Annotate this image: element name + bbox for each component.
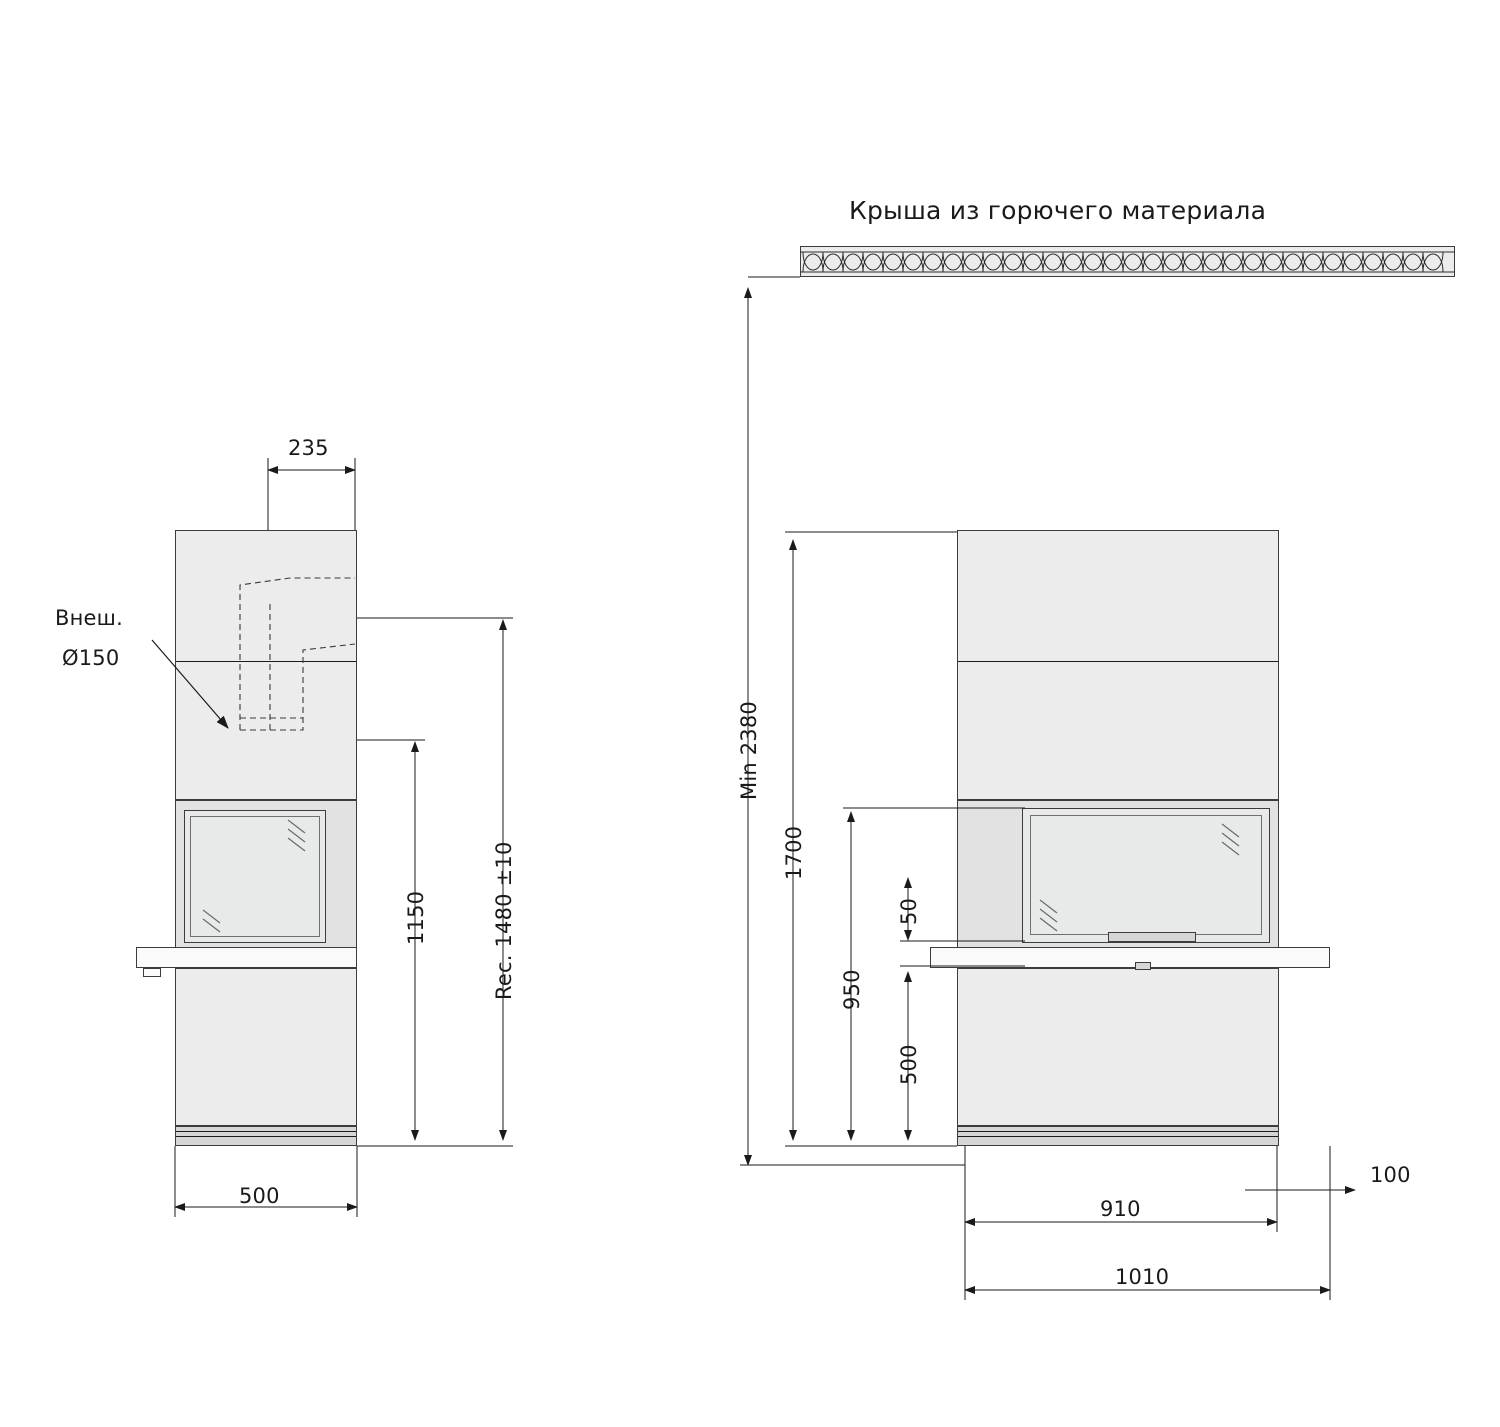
dim-235-lines	[268, 458, 355, 530]
dim-min2380-label: Min 2380	[737, 701, 761, 800]
front-lower-body	[957, 968, 1279, 1126]
dim-235-label: 235	[288, 436, 329, 460]
flue-outer-label: Внеш.	[55, 606, 123, 630]
dim-950-label: 950	[840, 969, 864, 1010]
dim-500-height-label: 500	[897, 1044, 921, 1085]
dim-910-label: 910	[1100, 1197, 1141, 1221]
front-glass-inner	[1030, 815, 1262, 935]
side-hearth-shelf	[136, 947, 357, 968]
side-upper-seam	[176, 661, 356, 662]
dim-100-lines	[1245, 1146, 1355, 1200]
side-base-line-1	[176, 1131, 356, 1132]
flue-diameter-label: Ø150	[62, 646, 120, 670]
dim-1480-label: Rec. 1480 ±10	[492, 841, 516, 1000]
dim-1010-label: 1010	[1115, 1265, 1170, 1289]
front-door-handle	[1108, 932, 1196, 942]
side-glass-inner	[190, 816, 320, 937]
front-upper-body	[957, 530, 1279, 800]
side-handle	[143, 968, 161, 977]
side-upper-body	[175, 530, 357, 800]
front-shelf-catch	[1135, 962, 1151, 970]
dim-1700-label: 1700	[782, 825, 806, 880]
dim-min2380-lines	[740, 277, 965, 1165]
front-hearth-shelf	[930, 947, 1330, 968]
front-base-line-2	[958, 1136, 1278, 1137]
dim-50-label: 50	[897, 897, 921, 925]
dim-1150-label: 1150	[404, 890, 428, 945]
dim-500-width-label: 500	[239, 1184, 280, 1208]
dim-1700-lines	[785, 532, 957, 1146]
front-upper-seam	[958, 661, 1278, 662]
side-lower-body	[175, 968, 357, 1126]
front-base-line-1	[958, 1131, 1278, 1132]
roof-slab	[800, 246, 1455, 277]
side-base-line-2	[176, 1136, 356, 1137]
dim-1480-lines	[357, 618, 513, 1146]
roof-note-label: Крыша из горючего материала	[849, 196, 1267, 225]
dim-100-label: 100	[1370, 1163, 1411, 1187]
